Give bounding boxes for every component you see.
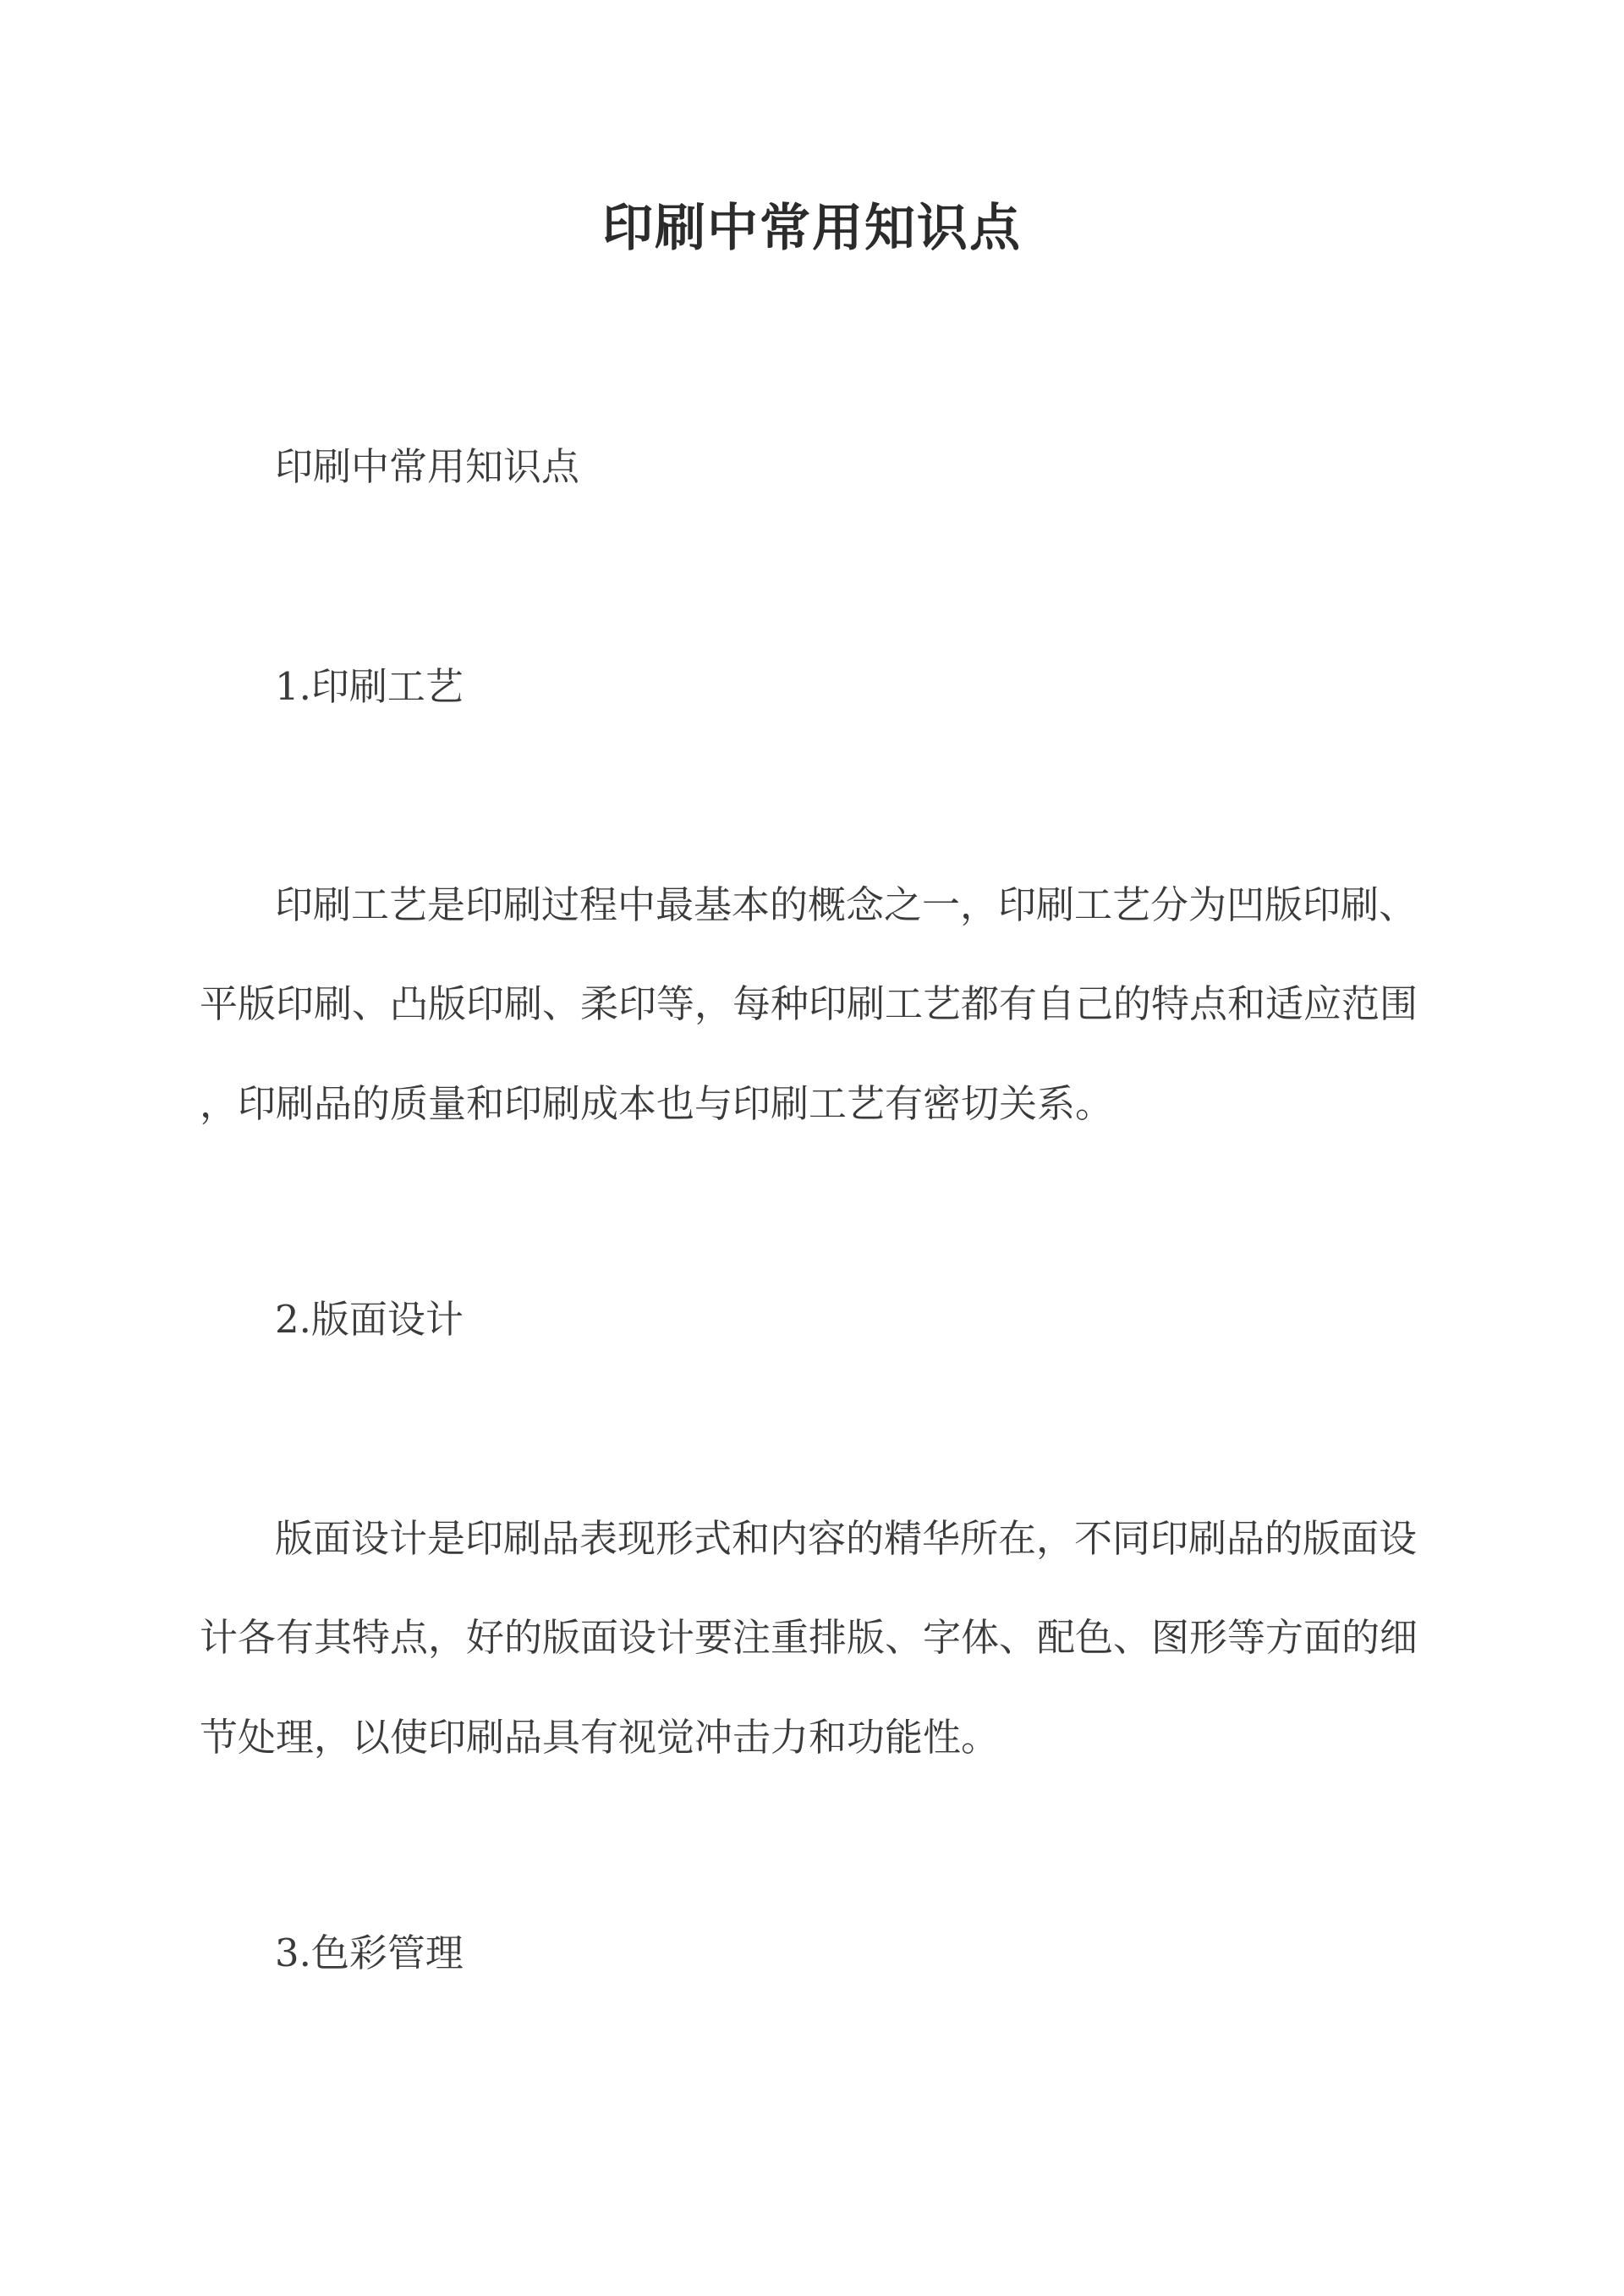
section-1-line-3: ，印刷品的质量和印刷成本也与印刷工艺有密切关系。 [200, 1081, 1114, 1126]
section-heading-1: 1.印刷工艺 [275, 664, 464, 709]
document-subtitle: 印刷中常用知识点 [275, 444, 580, 489]
section-1-line-1: 印刷工艺是印刷过程中最基本的概念之一，印刷工艺分为凹版印刷、 [275, 882, 1418, 927]
section-heading-2: 2.版面设计 [275, 1297, 464, 1342]
section-2-line-1: 版面设计是印刷品表现形式和内容的精华所在，不同印刷品的版面设 [275, 1516, 1418, 1561]
section-2-line-2: 计各有其特点，好的版面设计要注重排版、字体、配色、图形等方面的细 [200, 1615, 1418, 1660]
section-2-line-3: 节处理，以使印刷品具有视觉冲击力和功能性。 [200, 1715, 1000, 1760]
section-1-line-2: 平版印刷、凸版印刷、柔印等，每种印刷工艺都有自己的特点和适应范围 [200, 981, 1418, 1026]
section-heading-3: 3.色彩管理 [275, 1931, 464, 1975]
document-title: 印刷中常用知识点 [602, 199, 1022, 258]
